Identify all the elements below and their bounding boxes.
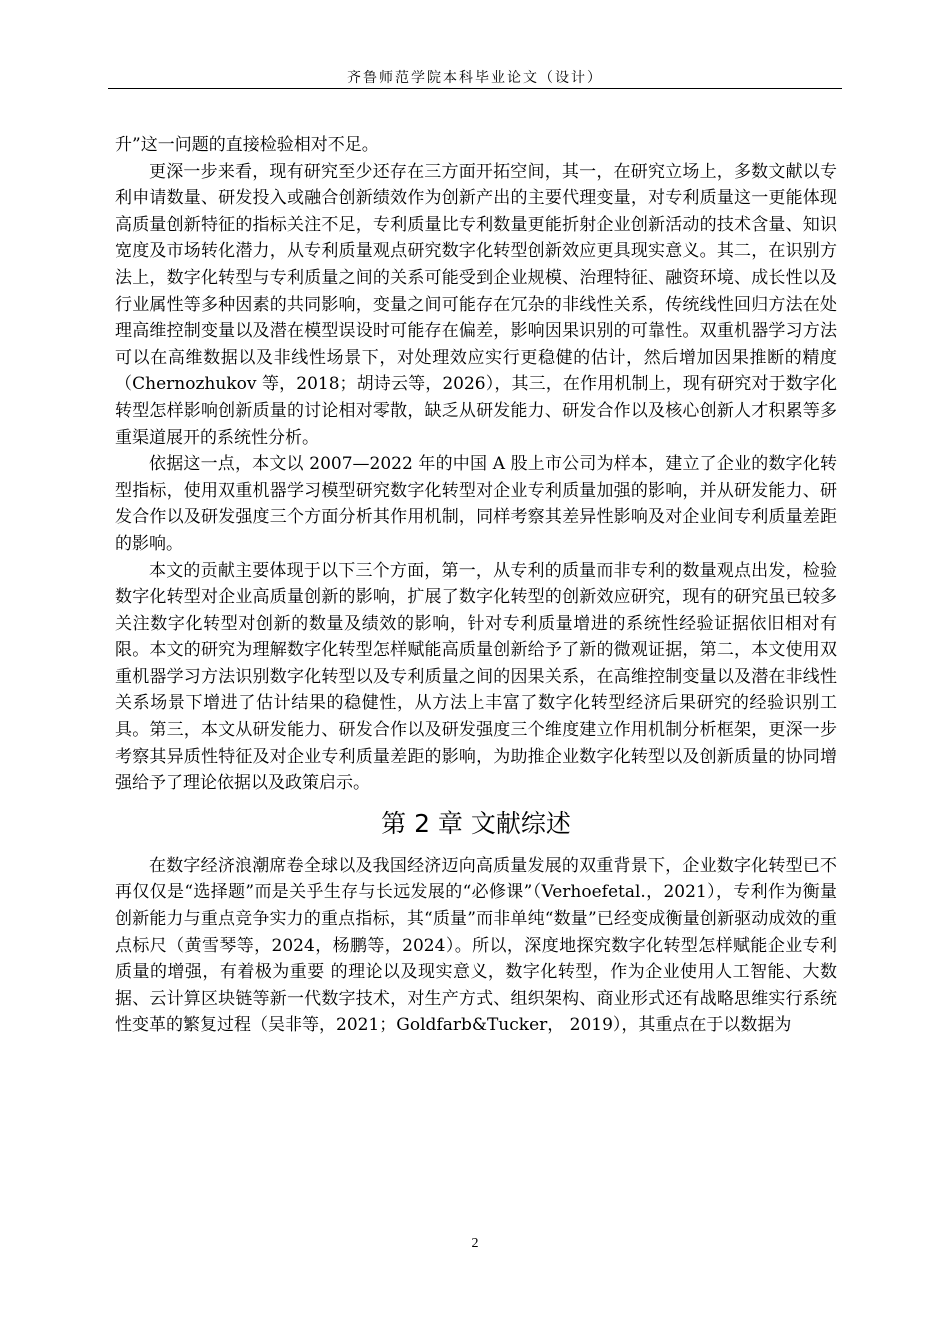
document-body: [115, 132, 837, 1039]
paragraph: 依据这一点，本文以 2007—2022 年的中国 A 股上市公司为样本，建立了企业的数字化转型指标，使用双重机器学习模型研究数字化转型对企业专利质量加强的影响，并从研发能力、研发合作以及研发强度三个方面分析其作用机制，同样考察其差异性影响及对企业间专利质量差距的影响。: [115, 454, 837, 554]
paragraph-continuation: 升”这一问题的直接检验相对不足。: [115, 135, 379, 155]
paragraph: 在数字经济浪潮席卷全球以及我国经济迈向高质量发展的双重背景下，企业数字化转型已不再仅仅是“选择题”而是关乎生存与长远发展的“必修课”（Verhoefetal.，2021），专利作为衡量创新能力与重点竞争实力的重点指标，其“质量”而非单纯“数量”已经变成衡量创新驱动成效的重点标尺（黄雪琴等，2024，杨鹏等，2024）。所以，深度地探究数字化转型怎样赋能企业专利质量的增强，有着极为重要 的理论以及现实意义，数字化转型，作为企业使用人工智能、大数据、云计算区块链等新一代数字技术，对生产方式、组织架构、商业形式还有战略思维实行系统性变革的繁复过程（吴非等，2021；Goldfarb&Tucker， 2019），其重点在于以数据为: [115, 855, 837, 1036]
page-number: 2: [471, 1236, 479, 1251]
paragraph: 更深一步来看，现有研究至少还存在三方面开拓空间，其一，在研究立场上，多数文献以专利申请数量、研发投入或融合创新绩效作为创新产出的主要代理变量，对专利质量这一更能体现高质量创新特征的指标关注不足，专利质量比专利数量更能折射企业创新活动的技术含量、知识宽度及市场转化潜力，从专利质量观点研究数字化转型创新效应更具现实意义。其二，在识别方法上，数字化转型与专利质量之间的关系可能受到企业规模、治理特征、融资环境、成长性以及行业属性等多种因素的共同影响，变量之间可能存在冗杂的非线性关系，传统线性回归方法在处理高维控制变量以及潜在模型误设时可能存在偏差，影响因果识别的可靠性。双重机器学习方法可以在高维数据以及非线性场景下，对处理效应实行更稳健的估计，然后增加因果推断的精度（Chernozhukov 等，2018；胡诗云等，2026），其三，在作用机制上，现有研究对于数字化转型怎样影响创新质量的讨论相对零散，缺乏从研发能力、研发合作以及核心创新人才积累等多重渠道展开的系统性分析。: [115, 161, 837, 448]
paragraph: 本文的贡献主要体现于以下三个方面，第一，从专利的质量而非专利的数量观点出发，检验数字化转型对企业高质量创新的影响，扩展了数字化转型的创新效应研究，现有的研究虽已较多关注数字化转型对创新的数量及绩效的影响，针对专利质量增进的系统性经验证据依旧相对有限。本文的研究为理解数字化转型怎样赋能高质量创新给予了新的微观证据，第二，本文使用双重机器学习方法识别数字化转型以及专利质量之间的因果关系，在高维控制变量以及潜在非线性关系场景下增进了估计结果的稳健性，从方法上丰富了数字化转型经济后果研究的经验识别工具。第三，本文从研发能力、研发合作以及研发强度三个维度建立作用机制分析框架，更深一步考察其异质性特征及对企业专利质量差距的影响，为助推企业数字化转型以及创新质量的协同增强给予了理论依据以及政策启示。: [115, 560, 837, 794]
running-header: 齐鲁师范学院本科毕业论文（设计）: [347, 70, 603, 86]
chapter-heading: 第 2 章 文献综述: [381, 808, 571, 838]
header-divider: [108, 88, 842, 89]
